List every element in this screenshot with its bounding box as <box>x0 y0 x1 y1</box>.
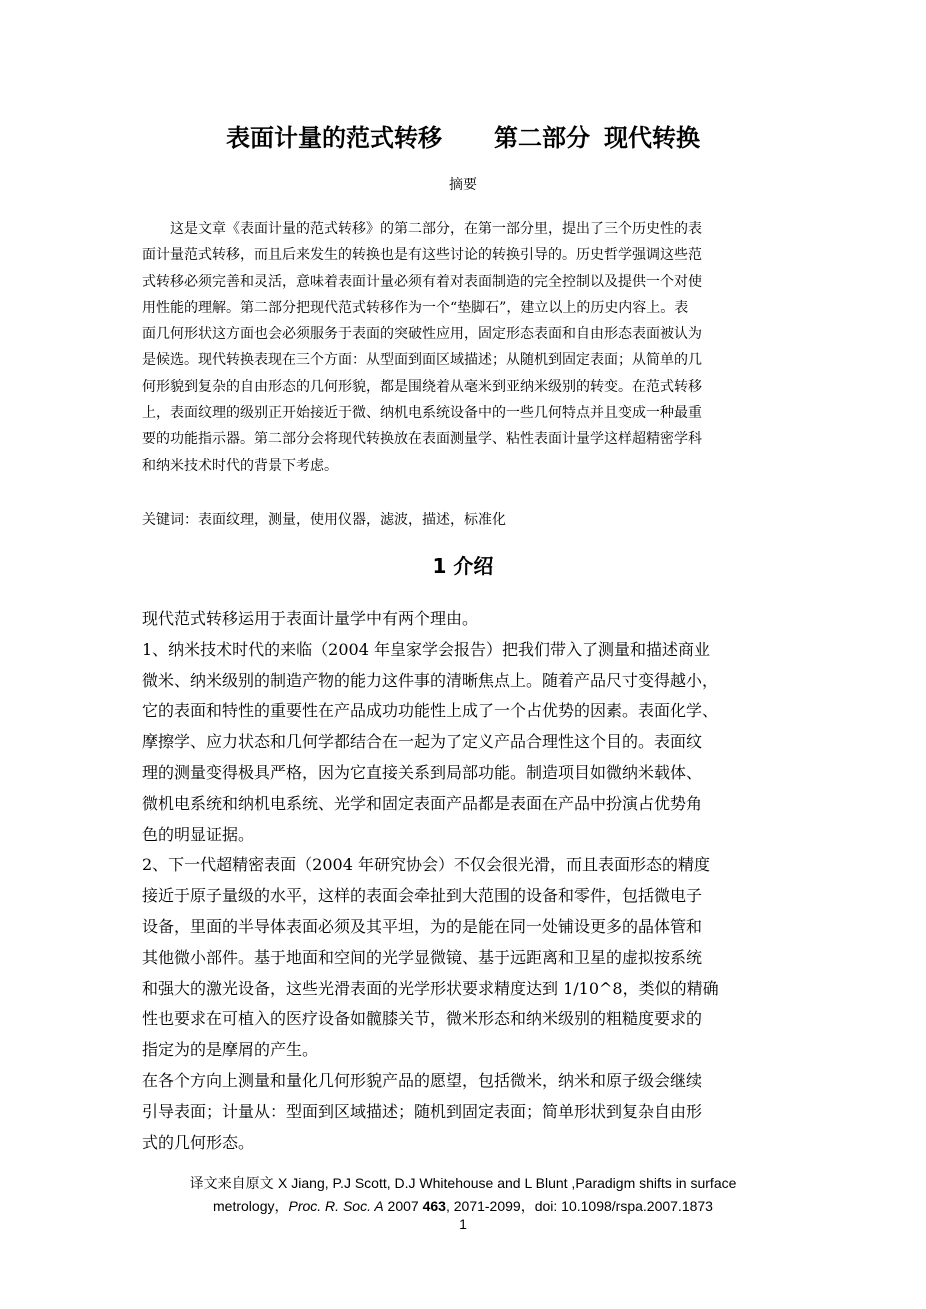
footnote-authors: X Jiang, P.J Scott, D.J Whitehouse and L Blunt ,Paradigm shifts in surface <box>278 1175 737 1191</box>
title-subtitle: 现代转换 <box>604 124 700 152</box>
body-line: 现代范式转移运用于表面计量学中有两个理由。 <box>142 609 479 628</box>
page-title <box>0 120 926 156</box>
body-line: 2、下一代超精密表面（2004 年研究协会）不仅会很光滑，而且表面形态的精度 <box>142 855 710 875</box>
abstract-line: 这是文章《表面计量的范式转移》的第二部分，在第一部分里，提出了三个历史性的表 <box>170 221 702 237</box>
title-part-label: 第二部分 <box>494 124 590 152</box>
body-line: 引导表面；计量从：型面到区域描述；随机到固定表面；简单形状到复杂自由形 <box>142 1101 703 1121</box>
introduction-body <box>142 604 802 1158</box>
body-line: 它的表面和特性的重要性在产品成功功能性上成了一个占优势的因素。表面化学、 <box>142 701 719 721</box>
body-line: 指定为的是摩屑的产生。 <box>142 1040 319 1060</box>
abstract-line: 面几何形状这方面也会必须服务于表面的突破性应用，固定形态表面和自由形态表面被认为 <box>142 326 702 343</box>
abstract-heading: 摘要 <box>449 177 477 193</box>
body-line: 色的明显证据。 <box>142 824 255 844</box>
source-footnote <box>0 1172 926 1217</box>
footnote-journal: Proc. R. Soc. A <box>288 1198 384 1214</box>
abstract-line: 何形貌到复杂的自由形态的几何形貌，都是围绕着从毫米到亚纳米级别的转变。在范式转移 <box>142 378 702 395</box>
abstract-line: 式转移必须完善和灵活，意味着表面计量必须有着对表面制造的完全控制以及提供一个对使 <box>142 273 702 290</box>
abstract-line: 用性能的理解。第二部分把现代范式转移作为一个“垫脚石”，建立以上的历史内容上。表 <box>142 299 689 316</box>
footnote-year: 2007 <box>383 1198 423 1214</box>
footnote-pages-doi: , 2071-2099，doi: 10.1098/rspa.2007.1873 <box>445 1198 713 1214</box>
footnote-line-1 <box>0 1172 926 1195</box>
footnote-title-end: metrology， <box>213 1198 289 1214</box>
body-line: 微米、纳米级别的制造产物的能力这件事的清晰焦点上。随着产品尺寸变得越小， <box>142 670 719 690</box>
body-line: 理的测量变得极具严格，因为它直接关系到局部功能。制造项目如微纳米载体、 <box>142 762 703 782</box>
body-line: 微机电系统和纳机电系统、光学和固定表面产品都是表面在产品中扮演占优势角 <box>142 793 703 813</box>
keywords: 关键词：表面纹理，测量，使用仪器，滤波，描述，标准化 <box>142 512 506 528</box>
section-heading-introduction: 1 介绍 <box>432 554 494 578</box>
body-line: 1、纳米技术时代的来临（2004 年皇家学会报告）把我们带入了测量和描述商业 <box>142 639 710 659</box>
body-line: 其他微小部件。基于地面和空间的光学显微镜、基于远距离和卫星的虚拟按系统 <box>142 947 703 967</box>
abstract-line: 要的功能指示器。第二部分会将现代转换放在表面测量学、粘性表面计量学这样超精密学科 <box>142 431 702 448</box>
page-number: 1 <box>459 1216 467 1232</box>
body-line: 式的几何形态。 <box>142 1132 255 1152</box>
abstract-body <box>142 216 788 479</box>
body-line: 接近于原子量级的水平，这样的表面会牵扯到大范围的设备和零件，包括微电子 <box>142 886 703 906</box>
abstract-line: 和纳米技术时代的背景下考虑。 <box>142 457 338 474</box>
abstract-line: 面计量范式转移，而且后来发生的转换也是有这些讨论的转换引导的。历史哲学强调这些范 <box>142 247 702 264</box>
body-line: 设备，里面的半导体表面必须及其平坦，为的是能在同一处铺设更多的晶体管和 <box>142 916 703 936</box>
abstract-line: 是候选。现代转换表现在三个方面：从型面到面区域描述；从随机到固定表面；从简单的几 <box>142 352 702 369</box>
title-main: 表面计量的范式转移 <box>226 124 442 152</box>
body-line: 在各个方向上测量和量化几何形貌产品的愿望，包括微米，纳米和原子级会继续 <box>142 1070 703 1090</box>
footnote-volume: 463 <box>422 1198 446 1214</box>
body-line: 性也要求在可植入的医疗设备如髋膝关节，微米形态和纳米级别的粗糙度要求的 <box>142 1009 703 1029</box>
body-line: 和强大的激光设备，这些光滑表面的光学形状要求精度达到 1/10^8，类似的精确 <box>142 978 719 998</box>
abstract-line: 上，表面纹理的级别正开始接近于微、纳机电系统设备中的一些几何特点并且变成一种最重 <box>142 405 702 422</box>
body-line: 摩擦学、应力状态和几何学都结合在一起为了定义产品合理性这个目的。表面纹 <box>142 732 703 752</box>
footnote-prefix: 译文来自原文 <box>189 1176 279 1192</box>
